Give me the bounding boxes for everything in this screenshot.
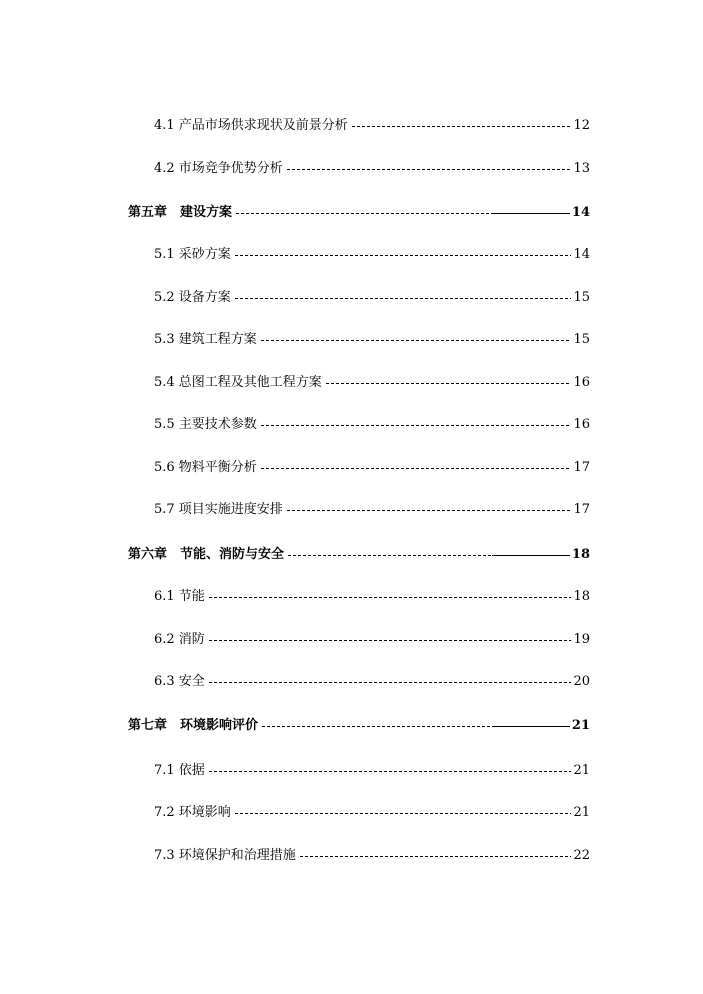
dot-leader <box>287 169 572 170</box>
toc-entry-5-3[interactable] <box>154 328 590 347</box>
toc-entry-5-1[interactable] <box>154 243 590 262</box>
toc-entry-label: 5.7 项目实施进度安排 <box>154 502 283 517</box>
toc-page-number: 14 <box>571 205 590 220</box>
toc-entry-label: 7.3 环境保护和治理措施 <box>154 848 296 863</box>
toc-entry-label: 6.2 消防 <box>154 632 205 647</box>
dot-leader <box>352 126 572 127</box>
toc-entry-label: 6.1 节能 <box>154 589 205 604</box>
toc-entry-label: 7.2 环境影响 <box>154 805 231 820</box>
toc-page-number: 15 <box>573 332 590 347</box>
toc-entry-5-7[interactable] <box>154 498 590 517</box>
toc-entry-7-1[interactable] <box>154 759 590 778</box>
toc-page-number: 13 <box>573 161 590 176</box>
toc-page-number: 14 <box>573 247 590 262</box>
toc-entry-label: 4.1 产品市场供求现状及前景分析 <box>154 118 348 133</box>
toc-entry-label: 4.2 市场竞争优势分析 <box>154 161 283 176</box>
toc-entry-label: 5.3 建筑工程方案 <box>154 332 257 347</box>
toc-entry-label: 5.4 总图工程及其他工程方案 <box>154 375 322 390</box>
toc-entry-4-1[interactable] <box>154 114 590 133</box>
toc-entry-6-3[interactable] <box>154 670 590 689</box>
toc-entry-label: 6.3 安全 <box>154 674 205 689</box>
toc-page-number: 21 <box>571 718 590 733</box>
toc-entry-label: 5.1 采砂方案 <box>154 247 231 262</box>
toc-page-number: 18 <box>571 547 590 562</box>
toc-entry-label: 5.2 设备方案 <box>154 290 231 305</box>
toc-chapter-label: 第六章 节能、消防与安全 <box>128 547 285 562</box>
toc-entry-5-5[interactable] <box>154 413 590 432</box>
toc-page-number: 16 <box>573 417 590 432</box>
toc-entry-5-4[interactable] <box>154 371 590 390</box>
toc-chapter-5[interactable] <box>128 201 590 220</box>
dot-leader <box>235 298 572 299</box>
dot-leader <box>287 510 572 511</box>
dot-leader <box>288 555 570 556</box>
toc-entry-7-3[interactable] <box>154 844 590 863</box>
toc-page-number: 21 <box>573 805 590 820</box>
toc-entry-4-2[interactable] <box>154 157 590 176</box>
toc-chapter-label: 第五章 建设方案 <box>128 205 233 220</box>
dot-leader <box>235 255 572 256</box>
toc-chapter-7[interactable] <box>128 714 590 733</box>
dot-leader <box>209 682 572 683</box>
toc-page-number: 18 <box>573 589 590 604</box>
dot-leader <box>261 425 572 426</box>
toc-entry-7-2[interactable] <box>154 801 590 820</box>
dot-leader <box>236 213 570 214</box>
dot-leader <box>261 340 572 341</box>
toc-entry-label: 7.1 依据 <box>154 763 205 778</box>
toc-page-number: 17 <box>573 502 590 517</box>
dot-leader <box>326 383 572 384</box>
toc-entry-label: 5.5 主要技术参数 <box>154 417 257 432</box>
dot-leader <box>300 856 572 857</box>
dot-leader <box>261 468 572 469</box>
dot-leader <box>262 726 570 727</box>
dot-leader <box>209 597 572 598</box>
toc-page-number: 16 <box>573 375 590 390</box>
toc-page-number: 15 <box>573 290 590 305</box>
toc-entry-6-2[interactable] <box>154 628 590 647</box>
toc-page-number: 20 <box>573 674 590 689</box>
toc-entry-label: 5.6 物料平衡分析 <box>154 460 257 475</box>
toc-page-number: 17 <box>573 460 590 475</box>
toc-entry-5-6[interactable] <box>154 456 590 475</box>
toc-entry-6-1[interactable] <box>154 585 590 604</box>
toc-entry-5-2[interactable] <box>154 286 590 305</box>
dot-leader <box>235 813 572 814</box>
dot-leader <box>209 771 572 772</box>
toc-page-number: 12 <box>573 118 590 133</box>
toc-page-number: 21 <box>573 763 590 778</box>
toc-chapter-6[interactable] <box>128 543 590 562</box>
dot-leader <box>209 640 572 641</box>
toc-page-number: 19 <box>573 632 590 647</box>
toc-page-number: 22 <box>573 848 590 863</box>
toc-chapter-label: 第七章 环境影响评价 <box>128 718 259 733</box>
